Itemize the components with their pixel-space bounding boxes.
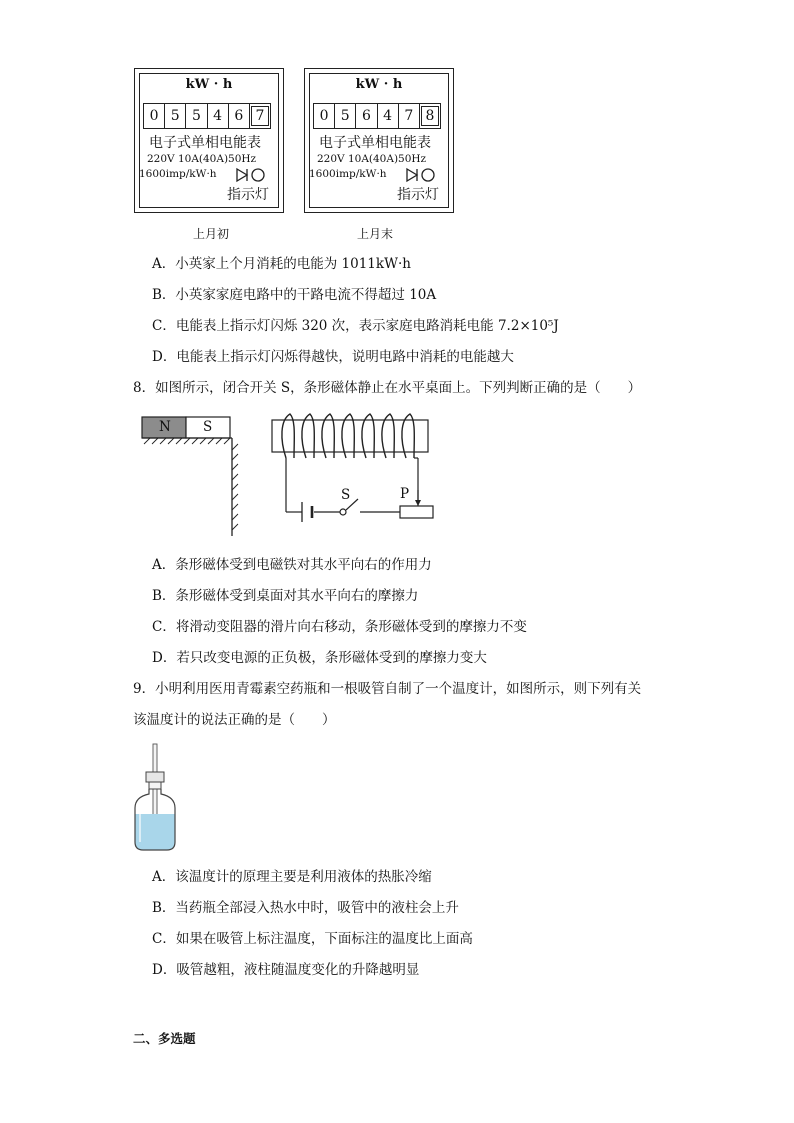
meter-digits — [313, 103, 441, 129]
q8-option-d: D．若只改变电源的正负极，条形磁体受到的摩擦力变大 — [152, 650, 487, 666]
digit: 4 — [378, 104, 399, 128]
digit: 5 — [165, 104, 186, 128]
slider-label: P — [400, 486, 410, 502]
q9-option-a: A．该温度计的原理主要是利用液体的热胀冷缩 — [152, 869, 432, 885]
indicator-lamp-icon — [405, 167, 439, 183]
q9-stem-line1: 9．小明利用医用青霉素空药瓶和一根吸管自制了一个温度计，如图所示，则下列有关 — [133, 681, 642, 697]
q8-option-a: A．条形磁体受到电磁铁对其水平向右的作用力 — [152, 557, 432, 573]
q8-option-b: B．条形磁体受到桌面对其水平向右的摩擦力 — [152, 588, 419, 604]
digit-decimal-value: 8 — [421, 106, 439, 126]
q9-stem-line2: 该温度计的说法正确的是（ ） — [133, 712, 336, 728]
q7-option-a: A．小英家上个月消耗的电能为 1011kW·h — [152, 256, 411, 272]
digit: 6 — [356, 104, 377, 128]
meter-spec: 220V 10A(40A)50Hz — [317, 153, 427, 165]
meter-start — [134, 68, 284, 213]
meter-lamp-label: 指示灯 — [397, 187, 439, 203]
meter-end — [304, 68, 454, 213]
q9-option-b: B．当药瓶全部浸入热水中时，吸管中的液柱会上升 — [152, 900, 459, 916]
meter-caption: 上月末 — [357, 227, 394, 241]
switch-label: S — [341, 487, 351, 503]
indicator-lamp-icon — [235, 167, 269, 183]
meter-caption: 上月初 — [193, 227, 230, 241]
digit: 0 — [314, 104, 335, 128]
meter-imp: 1600imp/kW·h — [139, 168, 217, 180]
bottle-cap — [146, 772, 164, 782]
electromagnet-core — [272, 420, 428, 452]
q8-circuit-diagram — [130, 410, 450, 540]
meter-lamp-label: 指示灯 — [227, 187, 269, 203]
magnet-s-label: S — [203, 419, 213, 435]
q9-option-d: D．吸管越粗，液柱随温度变化的升降越明显 — [152, 962, 420, 978]
digit: 5 — [335, 104, 356, 128]
q7-option-b: B．小英家家庭电路中的干路电流不得超过 10A — [152, 287, 437, 303]
digit: 0 — [144, 104, 165, 128]
magnet-n-label: N — [159, 419, 171, 435]
bottle-neck — [149, 782, 161, 789]
meter-title: 电子式单相电能表 — [149, 135, 261, 151]
digit: 7 — [399, 104, 420, 128]
digit: 6 — [229, 104, 250, 128]
liquid — [135, 814, 175, 850]
meter-spec: 220V 10A(40A)50Hz — [147, 153, 257, 165]
digit: 5 — [186, 104, 207, 128]
meter-imp: 1600imp/kW·h — [309, 168, 387, 180]
switch-contact — [340, 509, 346, 515]
q7-option-c: C．电能表上指示灯闪烁 320 次，表示家庭电路消耗电能 7.2×10⁵J — [152, 318, 559, 334]
q7-option-d: D．电能表上指示灯闪烁得越快，说明电路中消耗的电能越大 — [152, 349, 514, 365]
rheostat — [400, 506, 433, 518]
table-hatching — [144, 438, 238, 530]
meter-unit: kW · h — [355, 77, 403, 92]
meter-unit: kW · h — [185, 77, 233, 92]
q9-bottle-thermometer — [128, 742, 188, 854]
meter-title: 电子式单相电能表 — [319, 135, 431, 151]
digit-decimal-value: 7 — [251, 106, 269, 126]
digit-decimal — [250, 104, 270, 128]
q9-option-c: C．如果在吸管上标注温度，下面标注的温度比上面高 — [152, 931, 473, 947]
digit-decimal — [420, 104, 440, 128]
q8-option-c: C．将滑动变阻器的滑片向右移动，条形磁体受到的摩擦力不变 — [152, 619, 527, 635]
q8-stem: 8．如图所示，闭合开关 S，条形磁体静止在水平桌面上。下列判断正确的是（ ） — [133, 380, 642, 396]
meter-digits — [143, 103, 271, 129]
digit: 4 — [208, 104, 229, 128]
section-heading: 二、多选题 — [133, 1031, 196, 1046]
